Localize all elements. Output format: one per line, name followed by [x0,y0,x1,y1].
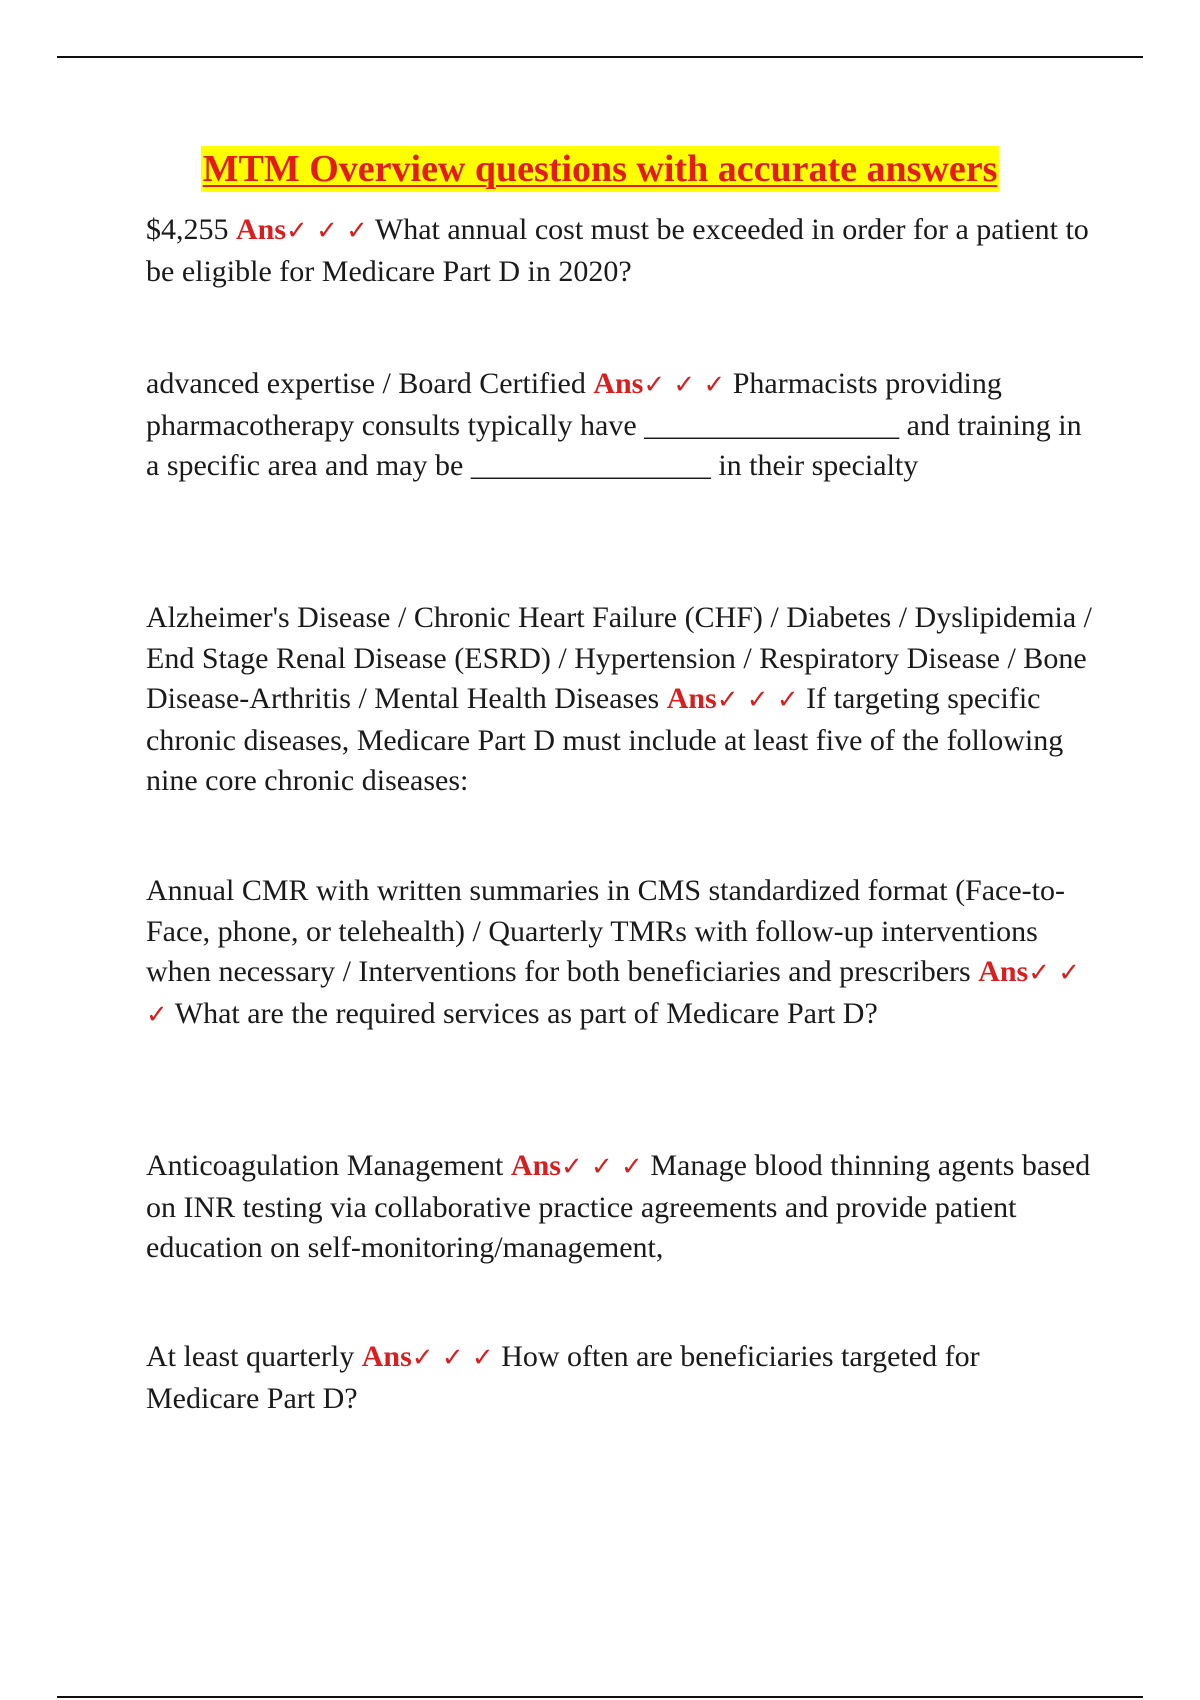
qa-item [146,1337,1096,1419]
answer-text: Annual CMR with written summaries in CMS standardized format (Face-to-Face, phone, or telehealth) / Quarterly TMRs with follow-up interventions when necessary / Interventions for both beneficiaries and prescribers [146,874,1065,988]
answer-text: Alzheimer's Disease / Chronic Heart Failure (CHF) / Diabetes / Dyslipidemia / End Stage Renal Disease (ESRD) / Hypertension / Respiratory Disease / Bone Disease-Arthritis / Mental Health Diseases [146,601,1093,715]
qa-item [146,364,1096,487]
check-mark-icon: ✓ ✓ ✓ [643,370,726,400]
answer-text: advanced expertise / Board Certified [146,367,586,400]
check-mark-icon: ✓ ✓ ✓ [146,958,1081,1030]
ans-label: Ans [666,682,717,715]
check-mark-icon: ✓ ✓ ✓ [411,1343,494,1373]
question-text: What annual cost must be exceeded in order for a patient to be eligible for Medicare Part D in 2020? [146,213,1089,288]
qa-item [146,210,1096,292]
document-title: MTM Overview questions with accurate answers [202,148,998,190]
ans-label: Ans [361,1340,412,1373]
check-mark-icon: ✓ ✓ ✓ [560,1152,643,1182]
header-rule [57,56,1143,58]
check-mark-icon: ✓ ✓ ✓ [286,216,368,246]
question-text: Pharmacists providing pharmacotherapy consults typically have _________________ and training in a specific area and may be ________________ in their specialty [146,367,1082,482]
question-text: How often are beneficiaries targeted for Medicare Part D? [146,1340,980,1415]
question-text: What are the required services as part of Medicare Part D? [174,996,878,1030]
answer-text: $4,255 [146,213,229,246]
qa-item [146,871,1096,1035]
qa-item [146,598,1096,802]
ans-label: Ans [510,1149,561,1182]
ans-label: Ans [593,367,644,400]
ans-label: Ans [978,955,1029,988]
answer-text: Anticoagulation Management [146,1149,504,1182]
answer-text: At least quarterly [146,1340,355,1373]
check-mark-icon: ✓ ✓ ✓ [716,685,799,715]
question-text: If targeting specific chronic diseases, Medicare Part D must include at least five of the following nine core chronic diseases: [146,682,1064,797]
title-container [0,146,1200,192]
footer-rule [57,1696,1143,1698]
qa-item [146,1146,1096,1269]
question-text: Manage blood thinning agents based on INR testing via collaborative practice agreements and provide patient education on self-monitoring/management, [146,1149,1091,1264]
ans-label: Ans [236,213,287,246]
